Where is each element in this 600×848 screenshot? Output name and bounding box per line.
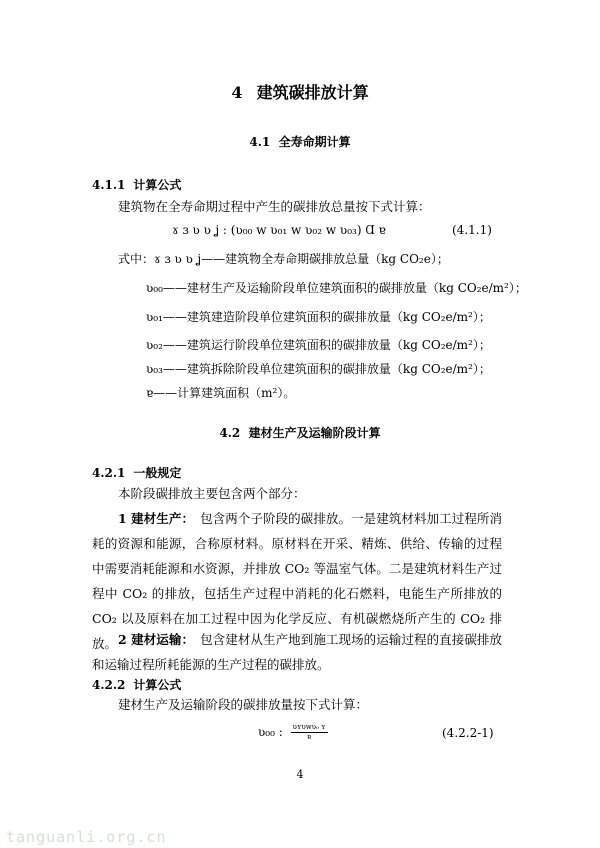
subsection-number: 4.1.1: [92, 178, 126, 192]
item-2-text: 包含建材从生产地到施工现场的运输过程的直接碳排放和运输过程所耗能源的生产过程的碳排放。: [92, 632, 502, 672]
where-prefix: 式中：: [118, 252, 155, 266]
paragraph-item-2: [92, 627, 502, 677]
section-title: 建材生产及运输阶段计算: [248, 426, 381, 440]
definition-row: [146, 308, 491, 325]
formula-4-2-2-1: [258, 723, 328, 742]
definition-text: ——建材生产及运输阶段单位建筑面积的碳排放量（kg CO₂e/m²）；: [162, 281, 527, 295]
paragraph-intro-4-2-1: 本阶段碳排放主要包含两个部分：: [118, 486, 306, 501]
item-1-text: 包含两个子阶段的碳排放。一是建筑材料加工过程所消耗的资源和能源，合称原材料。原材料在开采、精炼、供给、传输的过程中需要消耗能源和水资源，并排放 CO₂ 等温室气体。二是建筑材料生产过程中 CO₂ 的排放，包括生产过程中消耗的化石燃料，电能生产所排放的 CO₂ 以及原料在加工过程中因为化学反应、有机碳燃烧所产生的 CO₂ 排放。: [92, 511, 502, 651]
definition-text: ——建筑物全寿命期碳排放总量（kg CO₂e）；: [201, 252, 449, 266]
formula-fraction: [291, 723, 328, 742]
subsection-4-2-1-heading: [92, 464, 181, 481]
definition-text: ——建筑建造阶段单位建筑面积的碳排放量（kg CO₂e/m²）；: [162, 310, 491, 324]
subsection-title: 一般规定: [133, 466, 182, 480]
section-4-2-heading: [0, 424, 600, 441]
item-2-label: 2 建材运输：: [118, 632, 195, 647]
definition-row: [146, 360, 491, 377]
equation-number-4-1-1: (4.1.1): [452, 223, 492, 237]
subsection-4-2-2-heading: [92, 676, 181, 693]
definition-symbol: ɐ: [146, 386, 154, 400]
paragraph-intro-4-2-2: 建材生产及运输阶段的碳排放量按下式计算：: [118, 697, 369, 712]
formula-4-1-1: ɤ ɜ ʋ ʋ ʝ : (ʋ₀₀ ᴡ ʋ₀₁ ᴡ ʋ₀₂ ᴡ ʋ₀₃) Ɑ ɐ: [172, 223, 386, 237]
definition-symbol: ʋ₀₁: [146, 310, 163, 324]
subsection-title: 计算公式: [133, 678, 182, 692]
definition-symbol: ʋ₀₃: [146, 362, 163, 376]
subsection-4-1-1-heading: [92, 176, 181, 193]
fraction-numerator: ʋʏʋᴡʋ₀ ʏ: [292, 723, 326, 731]
definition-row: [146, 279, 527, 296]
subsection-title: 计算公式: [133, 178, 182, 192]
section-number: 4.2: [219, 426, 241, 440]
subsection-number: 4.2.1: [92, 466, 126, 480]
fraction-denominator: ɐ: [307, 733, 312, 741]
page-number: 4: [296, 768, 304, 781]
subsection-number: 4.2.2: [92, 678, 126, 692]
definition-row: [146, 384, 295, 401]
formula-lhs: ʋ₀₀ :: [258, 725, 283, 739]
item-1-label: 1 建材生产：: [118, 511, 195, 526]
definition-symbol: ʋ₀₂: [146, 338, 163, 352]
chapter-heading: [0, 80, 600, 103]
watermark-text: tanguanli.org.cn: [6, 828, 167, 846]
definition-row: [118, 250, 449, 267]
equation-number-4-2-2-1: (4.2.2-1): [442, 726, 494, 740]
chapter-title: 建筑碳排放计算: [256, 83, 369, 102]
definition-symbol: ʋ₀₀: [146, 281, 163, 295]
paragraph-intro-4-1-1: 建筑物在全寿命期过程中产生的碳排放总量按下式计算：: [118, 199, 431, 214]
definition-symbol: ɤ ɜ ʋ ʋ ʝ: [154, 252, 202, 266]
chapter-number: 4: [231, 83, 243, 102]
definition-text: ——计算建筑面积（m²）。: [153, 386, 296, 400]
section-title: 全寿命期计算: [278, 135, 351, 149]
definition-text: ——建筑拆除阶段单位建筑面积的碳排放量（kg CO₂e/m²）；: [162, 362, 491, 376]
section-4-1-heading: [0, 133, 600, 150]
definition-text: ——建筑运行阶段单位建筑面积的碳排放量（kg CO₂e/m²）；: [162, 338, 491, 352]
section-number: 4.1: [249, 135, 271, 149]
definition-row: [146, 336, 491, 353]
